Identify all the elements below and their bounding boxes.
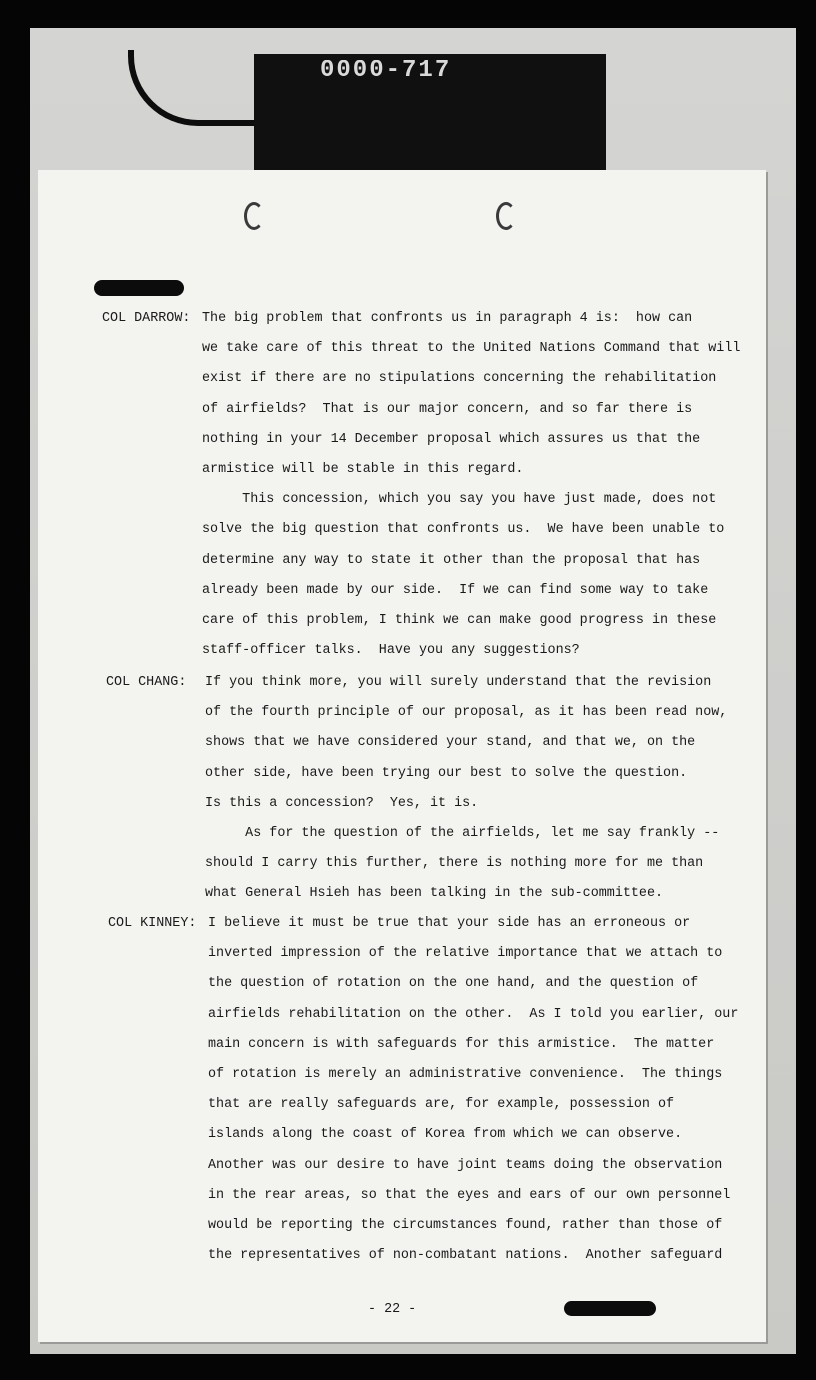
speech-line: staff-officer talks. Have you any suggestions? [202, 643, 580, 659]
speech-line: would be reporting the circumstances found, rather than those of [208, 1218, 723, 1233]
speech-line: Another was our desire to have joint teams doing the observation [208, 1157, 723, 1173]
speaker-label: COL DARROW: [102, 311, 191, 326]
speech-line: shows that we have considered your stand, and that we, on the [205, 735, 696, 751]
redaction-mark-bottom [564, 1301, 656, 1316]
speech-line: If you think more, you will surely understand that the revision [205, 675, 712, 690]
speech-line: that are really safeguards are, for example, possession of [208, 1097, 675, 1113]
speaker-label: COL KINNEY: [108, 916, 197, 931]
speech-line: of airfields? That is our major concern, and so far there is [202, 401, 693, 417]
speech-line: main concern is with safeguards for this armistice. The matter [208, 1036, 715, 1052]
speech-line: the question of rotation on the one hand, and the question of [208, 976, 699, 992]
speaker-label: COL CHANG: [106, 675, 187, 690]
speech-line: As for the question of the airfields, let me say frankly -- [205, 826, 720, 841]
speech-line: of the fourth principle of our proposal, as it has been read now, [205, 705, 728, 721]
speech-line: nothing in your 14 December proposal which assures us that the [202, 431, 701, 447]
speech-line: determine any way to state it other than the proposal that has [202, 552, 701, 568]
speech-line: what General Hsieh has been talking in the sub-committee. [205, 886, 664, 902]
archive-stamp: 0000-717 [320, 60, 452, 82]
speech-line: in the rear areas, so that the eyes and ears of our own personnel [208, 1187, 731, 1203]
speech-line: islands along the coast of Korea from which we can observe. [208, 1127, 683, 1143]
punch-hole-right [496, 202, 516, 230]
speech-line: should I carry this further, there is nothing more for me than [205, 856, 704, 872]
redaction-mark-top [94, 280, 184, 296]
document-page [38, 170, 766, 1342]
speech-line: I believe it must be true that your side has an erroneous or [208, 916, 691, 931]
speech-line: the representatives of non-combatant nations. Another safeguard [208, 1248, 723, 1264]
speech-line: Is this a concession? Yes, it is. [205, 795, 479, 811]
page-number: - 22 - [368, 1302, 417, 1317]
punch-hole-left [244, 202, 264, 230]
speech-line: inverted impression of the relative importance that we attach to [208, 946, 723, 962]
speech-line: care of this problem, I think we can make good progress in these [202, 613, 717, 628]
speech-line: exist if there are no stipulations concerning the rehabilitation [202, 371, 717, 387]
speech-line: This concession, which you say you have just made, does not [202, 492, 717, 508]
speech-line: other side, have been trying our best to solve the question. [205, 765, 688, 781]
speech-line: already been made by our side. If we can find some way to take [202, 582, 709, 598]
speech-line: of rotation is merely an administrative convenience. The things [208, 1067, 723, 1082]
speech-line: we take care of this threat to the United Nations Command that will [202, 341, 741, 357]
speech-line: solve the big question that confronts us. We have been unable to [202, 522, 725, 538]
speech-line: airfields rehabilitation on the other. As I told you earlier, our [208, 1006, 739, 1022]
speech-line: armistice will be stable in this regard. [202, 462, 524, 477]
speech-line: The big problem that confronts us in paragraph 4 is: how can [202, 311, 693, 326]
